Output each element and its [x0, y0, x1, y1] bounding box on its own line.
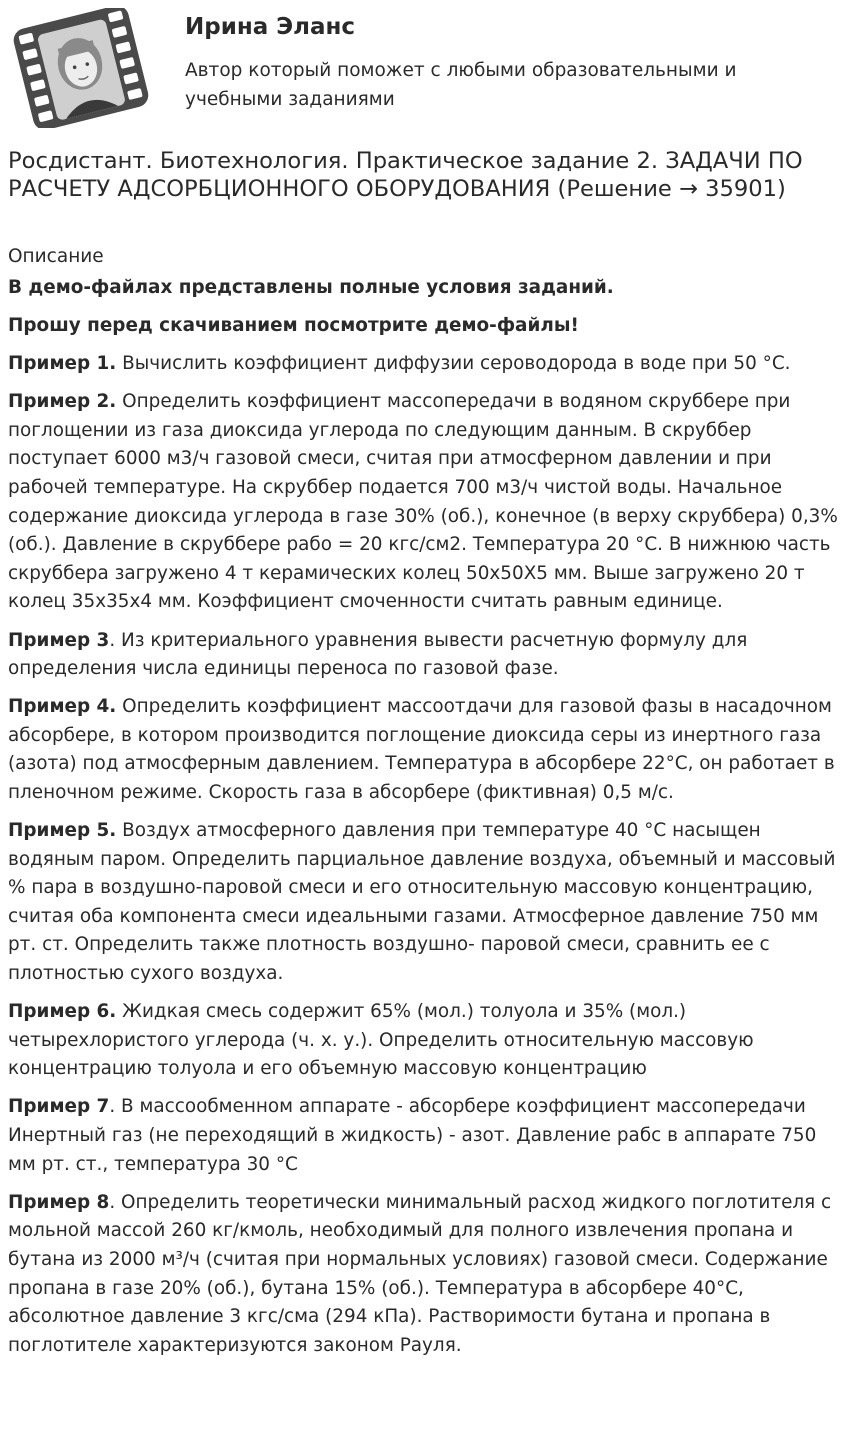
example-label: Пример 4.	[8, 696, 117, 718]
example-label: Пример 2.	[8, 391, 117, 413]
example-label: Пример 8	[8, 1191, 110, 1213]
example-text: Воздух атмосферного давления при температуре 40 °С насыщен водяным паром. Определить парциальное давление воздуха, объемный и массовый % пара в воздушно-паровой смеси и его относительную массовую концентрацию, считая оба компонента смеси идеальными газами. Атмосферное давление 750 мм рт. ст. Определить также плотность воздушно- паровой смеси, сравнить ее с плотностью сухого воздуха.	[8, 820, 836, 985]
example-3	[8, 627, 840, 684]
example-text: . Из критериального уравнения вывести расчетную формулу для определения числа единицы переноса по газовой фазе.	[8, 629, 748, 680]
example-text: Определить коэффициент массопередачи в водяном скруббере при поглощении из газа диоксида углерода по следующим данным. В скруббер поступает 6000 м3/ч газовой смеси, считая при атмосферном давлении и при рабочей температуре. На скруббер подается 700 м3/ч чистой воды. Начальное содержание диоксида углерода в газе 30% (об.), конечное (в верху скруббера) 0,3% (об.). Давление в скруббере рабо = 20 кгс/см2. Температура 20 °С. В нижнюю часть скруббера загружено 4 т керамических колец 50x50X5 мм. Выше загружено 20 т колец 35x35x4 мм. Коэффициент смоченности считать равным единице.	[8, 391, 838, 613]
example-7	[8, 1093, 840, 1179]
example-label: Пример 3	[8, 629, 110, 651]
demo-note	[8, 274, 840, 303]
description-body	[8, 274, 840, 1370]
page-title: Росдистант. Биотехнология. Практическое задание 2. ЗАДАЧИ ПО РАСЧЕТУ АДСОРБЦИОННОГО ОБОРУДОВАНИЯ (Решение → 35901)	[8, 148, 803, 202]
example-4	[8, 693, 840, 807]
example-text: Жидкая смесь содержит 65% (мол.) толуола и 35% (мол.) четырехлористого углерода (ч. х. у.). Определить относительную массовую концентрацию толуола и его объемную массовую концентрацию	[8, 1001, 754, 1080]
description-heading: Описание	[8, 246, 104, 267]
demo-note-text: В демо-файлах представлены полные условия заданий.	[8, 277, 614, 298]
example-text: . Определить теоретически минимальный расход жидкого поглотителя с мольной массой 260 кг/кмоль, необходимый для полного извлечения пропана и бутана из 2000 м³/ч (считая при нормальных условиях) газовой смеси. Содержание пропана в газе 20% (об.), бутана 15% (об.). Температура в абсорбере 40°С, абсолютное давление 3 кгс/сма (294 кПа). Растворимости бутана и пропана в поглотителе характеризуются законом Рауля.	[8, 1191, 832, 1356]
example-text: . В массообменном аппарате - абсорбере коэффициент массопередачи Инертный газ (не переходящий в жидкость) - азот. Давление рабс в аппарате 750 мм рт. ст., температура 30 °С	[8, 1096, 817, 1175]
example-text: Вычислить коэффициент диффузии сероводорода в воде при 50 °С.	[116, 353, 791, 375]
author-bio: Автор который поможет с любыми образовательными и учебными заданиями	[185, 60, 737, 110]
example-text: Определить коэффициент массоотдачи для газовой фазы в насадочном абсорбере, в котором производится поглощение диоксида серы из инертного газа (азота) под атмосферным давлением. Температура в абсорбере 22°С, он работает в пленочном режиме. Скорость газа в абсорбере (фиктивная) 0,5 м/с.	[8, 696, 835, 803]
example-5	[8, 817, 840, 989]
example-8	[8, 1189, 840, 1361]
author-card	[8, 8, 838, 128]
example-label: Пример 6.	[8, 1001, 117, 1023]
author-avatar[interactable]	[8, 8, 153, 128]
example-label: Пример 1.	[8, 353, 117, 375]
demo-request-text: Прошу перед скачиванием посмотрите демо-файлы!	[8, 315, 579, 337]
example-1	[8, 350, 840, 379]
example-2	[8, 388, 840, 617]
example-label: Пример 5.	[8, 820, 117, 842]
author-name[interactable]: Ирина Эланс	[185, 14, 356, 40]
demo-request	[8, 312, 840, 341]
example-label: Пример 7	[8, 1096, 110, 1118]
example-6	[8, 998, 840, 1084]
